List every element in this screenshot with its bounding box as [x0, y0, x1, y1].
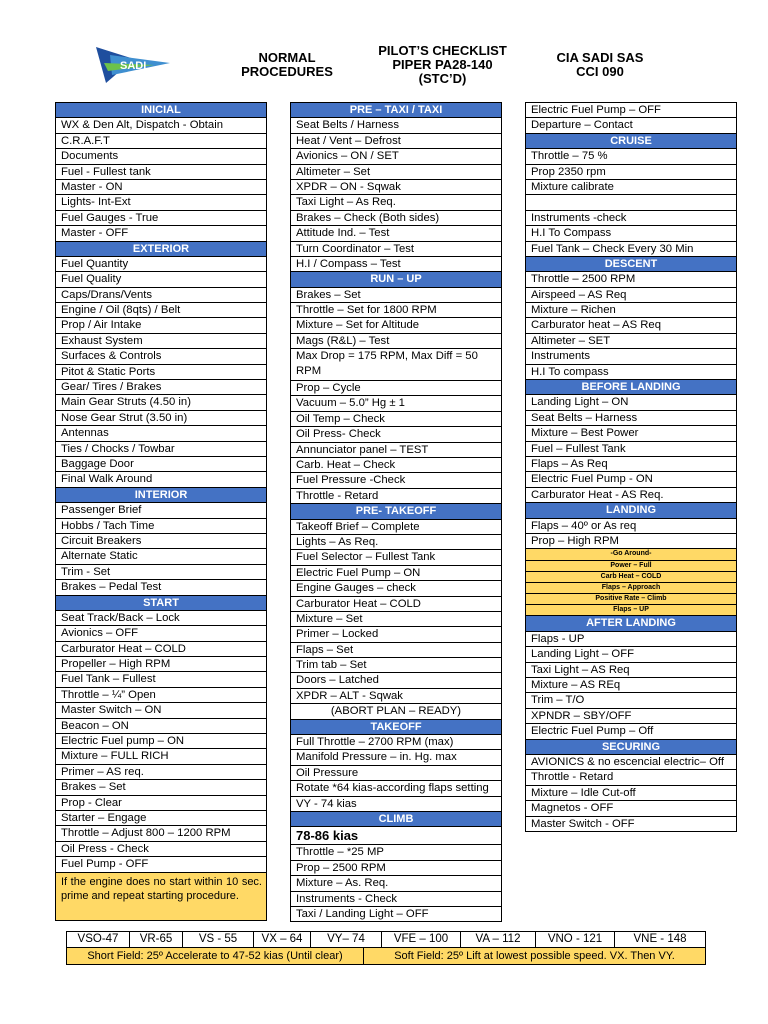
section-header-exterior: EXTERIOR [56, 242, 266, 257]
checklist-item: Carburator heat – AS Req [526, 318, 736, 333]
field-procedures-row [67, 948, 705, 964]
checklist-item: Caps/Drans/Vents [56, 288, 266, 303]
header-center-line: (STC’D) [418, 71, 467, 86]
checklist-item: Circuit Breakers [56, 534, 266, 549]
checklist-item: Carburator Heat – COLD [291, 597, 501, 612]
logo-text: SADI [120, 60, 147, 72]
section-header-securing: SECURING [526, 740, 736, 755]
checklist-item: Engine Gauges – check [291, 581, 501, 596]
checklist-item: Oil Press - Check [56, 842, 266, 857]
checklist-item: C.R.A.F.T [56, 134, 266, 149]
checklist-item: Fuel Quality [56, 272, 266, 287]
checklist-item: Mixture – Set for Altitude [291, 318, 501, 333]
checklist-item: Prop – Cycle [291, 381, 501, 396]
checklist-item: Trim – T/O [526, 693, 736, 708]
header-left-line: NORMAL [258, 50, 316, 65]
checklist-item: Flaps – 40º or As req [526, 519, 736, 534]
checklist-item: XPDR – ALT - Sqwak [291, 689, 501, 704]
checklist-item: Final Walk Around [56, 472, 266, 487]
short-field-note: Short Field: 25º Accelerate to 47-52 kias (Until clear) [67, 948, 364, 964]
checklist-item: Throttle - Retard [291, 489, 501, 504]
checklist-item: Surfaces & Controls [56, 349, 266, 364]
checklist-item: Mixture calibrate [526, 180, 736, 195]
checklist-item: Master - ON [56, 180, 266, 195]
speed-reference-table [66, 931, 706, 965]
checklist-item: Brakes – Check (Both sides) [291, 211, 501, 226]
section-header-inicial: INICIAL [56, 103, 266, 118]
checklist-item: Prop – High RPM [526, 534, 736, 549]
checklist-item: Throttle - Retard [526, 770, 736, 785]
checklist-item: Mixture – Best Power [526, 426, 736, 441]
checklist-item: Trim tab – Set [291, 658, 501, 673]
checklist-item: Exhaust System [56, 334, 266, 349]
go-around-step: Flaps – Approach [526, 583, 736, 594]
checklist-item: Electric Fuel Pump – ON [291, 566, 501, 581]
section-header-landing: LANDING [526, 503, 736, 518]
checklist-item: Fuel - Fullest tank [56, 165, 266, 180]
header-right-line: CIA SADI SAS [556, 50, 644, 65]
checklist-item: Full Throttle – 2700 RPM (max) [291, 735, 501, 750]
checklist-item: Taxi Light – AS Req [526, 663, 736, 678]
speed-vno: VNO - 121 [536, 932, 615, 947]
checklist-item: Mixture – AS REq [526, 678, 736, 693]
checklist-item: Fuel Pressure -Check [291, 473, 501, 488]
soft-field-note: Soft Field: 25º Lift at lowest possible speed. VX. Then VY. [394, 950, 675, 962]
checklist-item: Throttle – Adjust 800 – 1200 RPM [56, 826, 266, 841]
checklist-item: Attitude Ind. – Test [291, 226, 501, 241]
section-header-pre-taxi-taxi: PRE – TAXI / TAXI [291, 103, 501, 118]
checklist-item: Avionics – OFF [56, 626, 266, 641]
checklist-item: Doors – Latched [291, 673, 501, 688]
checklist-item: Fuel Gauges - True [56, 211, 266, 226]
checklist-item: Carburator Heat - AS Req. [526, 488, 736, 503]
checklist-item: Annunciator panel – TEST [291, 443, 501, 458]
section-header-before-landing: BEFORE LANDING [526, 380, 736, 395]
checklist-item: Lights- Int-Ext [56, 195, 266, 210]
section-header-interior: INTERIOR [56, 488, 266, 503]
checklist-item: Mixture – Richen [526, 303, 736, 318]
header-center-title [370, 44, 515, 86]
checklist-item: Seat Belts – Harness [526, 411, 736, 426]
checklist-item: Brakes – Set [291, 288, 501, 303]
checklist-item: Instruments [526, 349, 736, 364]
checklist-item: Electric Fuel Pump – Off [526, 724, 736, 739]
header-left-line: PROCEDURES [241, 64, 333, 79]
checklist-item: Heat / Vent – Defrost [291, 134, 501, 149]
checklist-item: Prop 2350 rpm [526, 165, 736, 180]
section-header-after-landing: AFTER LANDING [526, 616, 736, 631]
checklist-item: H.I To compass [526, 365, 736, 380]
checklist-item: Fuel Tank – Fullest [56, 672, 266, 687]
section-header-takeoff: TAKEOFF [291, 720, 501, 735]
checklist-item: Brakes – Set [56, 780, 266, 795]
checklist-item: Ties / Chocks / Towbar [56, 442, 266, 457]
go-around-step: Carb Heat – COLD [526, 572, 736, 583]
checklist-item: Alternate Static [56, 549, 266, 564]
checklist-item: Instruments - Check [291, 892, 501, 907]
checklist-item: Prop – 2500 RPM [291, 861, 501, 876]
checklist-item: Mixture – FULL RICH [56, 749, 266, 764]
checklist-item: VY - 74 kias [291, 797, 501, 812]
checklist-item: Trim - Set [56, 565, 266, 580]
checklist-item: Propeller – High RPM [56, 657, 266, 672]
header-right-line: CCI 090 [576, 64, 624, 79]
checklist-item: Primer – Locked [291, 627, 501, 642]
checklist-item: Oil Pressure [291, 766, 501, 781]
checklist-item: Instruments -check [526, 211, 736, 226]
checklist-item: Fuel Quantity [56, 257, 266, 272]
checklist-item: Antennas [56, 426, 266, 441]
checklist-item: Pitot & Static Ports [56, 365, 266, 380]
checklist-item: Beacon – ON [56, 719, 266, 734]
checklist-item: Landing Light – OFF [526, 647, 736, 662]
checklist-item: Passenger Brief [56, 503, 266, 518]
checklist-item: Electric Fuel pump – ON [56, 734, 266, 749]
checklist-item: Baggage Door [56, 457, 266, 472]
header-center-line: PIPER PA28-140 [392, 57, 493, 72]
checklist-item: Master Switch - OFF [526, 817, 736, 832]
checklist-item: Fuel Tank – Check Every 30 Min [526, 242, 736, 257]
checklist-item: Seat Belts / Harness [291, 118, 501, 133]
checklist-item: Lights – As Req. [291, 535, 501, 550]
checklist-item: Landing Light – ON [526, 395, 736, 410]
checklist-item: Brakes – Pedal Test [56, 580, 266, 595]
checklist-item: Flaps – Set [291, 643, 501, 658]
company-logo [94, 45, 172, 85]
checklist-item: Departure – Contact [526, 118, 736, 133]
go-around-step: Positive Rate – Climb [526, 594, 736, 605]
checklist-item: Throttle – Set for 1800 RPM [291, 303, 501, 318]
checklist-item: Throttle – *25 MP [291, 845, 501, 860]
speed-va: VA – 112 [461, 932, 536, 947]
header-right-title [540, 51, 660, 79]
go-around-step: Power – Full [526, 561, 736, 572]
checklist-item: Seat Track/Back – Lock [56, 611, 266, 626]
checklist-item: Master Switch – ON [56, 703, 266, 718]
checklist-item: Manifold Pressure – in. Hg. max [291, 750, 501, 765]
checklist-item: Electric Fuel Pump – OFF [526, 103, 736, 118]
checklist-item: Magnetos - OFF [526, 801, 736, 816]
speed-vr: VR-65 [130, 932, 183, 947]
checklist-item: Oil Temp – Check [291, 412, 501, 427]
checklist-item: Altimeter – Set [291, 165, 501, 180]
checklist-item: Documents [56, 149, 266, 164]
checklist-item: Carburator Heat – COLD [56, 642, 266, 657]
checklist-item: Mixture – As. Req. [291, 876, 501, 891]
checklist-item: Mags (R&L) – Test [291, 334, 501, 349]
checklist-item: XPDR – ON - Sqwak [291, 180, 501, 195]
checklist-item: (ABORT PLAN – READY) [291, 704, 501, 719]
checklist-item: Throttle – 2500 RPM [526, 272, 736, 287]
section-header-run-up: RUN – UP [291, 272, 501, 287]
checklist-item: Fuel Pump - OFF [56, 857, 266, 872]
checklist-item: Starter – Engage [56, 811, 266, 826]
checklist-item: Nose Gear Strut (3.50 in) [56, 411, 266, 426]
checklist-item: AVIONICS & no escencial electric– Off [526, 755, 736, 770]
section-header-start: START [56, 596, 266, 611]
checklist-item: Prop - Clear [56, 796, 266, 811]
checklist-item: Takeoff Brief – Complete [291, 520, 501, 535]
checklist-item: Throttle – 75 % [526, 149, 736, 164]
checklist-column-1 [55, 102, 267, 921]
checklist-column-2 [290, 102, 502, 922]
checklist-item: Flaps - UP [526, 632, 736, 647]
speed-vso: VSO-47 [67, 932, 130, 947]
section-header-cruise: CRUISE [526, 134, 736, 149]
checklist-item: Oil Press- Check [291, 427, 501, 442]
speed-vx: VX – 64 [254, 932, 311, 947]
checklist-item: Electric Fuel Pump - ON [526, 472, 736, 487]
checklist-column-3 [525, 102, 737, 832]
checklist-item: Flaps – As Req [526, 457, 736, 472]
checklist-item: Turn Coordinator – Test [291, 242, 501, 257]
go-around-step: -Go Around- [526, 549, 736, 560]
checklist-item: H.I / Compass – Test [291, 257, 501, 272]
checklist-item: Carb. Heat – Check [291, 458, 501, 473]
checklist-item: XPNDR – SBY/OFF [526, 709, 736, 724]
checklist-item: Mixture – Set [291, 612, 501, 627]
checklist-item: Fuel – Fullest Tank [526, 442, 736, 457]
checklist-item: Altimeter – SET [526, 334, 736, 349]
checklist-item: Engine / Oil (8qts) / Belt [56, 303, 266, 318]
speed-vne: VNE - 148 [633, 933, 687, 945]
checklist-item: Fuel Selector – Fullest Tank [291, 550, 501, 565]
checklist-item: Prop / Air Intake [56, 318, 266, 333]
checklist-item: Throttle – ¼” Open [56, 688, 266, 703]
speed-vy: VY– 74 [311, 932, 382, 947]
checklist-item: Primer – AS req. [56, 765, 266, 780]
header-left-title [232, 51, 342, 79]
section-header-descent: DESCENT [526, 257, 736, 272]
checklist-item: Taxi / Landing Light – OFF [291, 907, 501, 922]
speed-vfe: VFE – 100 [382, 932, 461, 947]
climb-speed: 78-86 kias [291, 827, 501, 845]
checklist-item: Rotate *64 kias-according flaps setting [291, 781, 501, 796]
checklist-item: Gear/ Tires / Brakes [56, 380, 266, 395]
checklist-item: Main Gear Struts (4.50 in) [56, 395, 266, 410]
checklist-item: H.I To Compass [526, 226, 736, 241]
checklist-item: Master - OFF [56, 226, 266, 241]
section-header-pre-takeoff: PRE- TAKEOFF [291, 504, 501, 519]
checklist-item: WX & Den Alt, Dispatch - Obtain [56, 118, 266, 133]
speed-values-row [67, 932, 705, 948]
checklist-item: Avionics – ON / SET [291, 149, 501, 164]
engine-start-note: If the engine does no start within 10 sec. prime and repeat starting procedure. [56, 873, 266, 921]
header-center-line: PILOT’S CHECKLIST [378, 43, 507, 58]
checklist-item [526, 195, 736, 210]
speed-vs: VS - 55 [183, 932, 254, 947]
go-around-step: Flaps – UP [526, 605, 736, 616]
section-header-climb: CLIMB [291, 812, 501, 827]
checklist-item: Taxi Light – As Req. [291, 195, 501, 210]
checklist-item: Vacuum – 5.0” Hg ± 1 [291, 396, 501, 411]
checklist-item: Airspeed – AS Req [526, 288, 736, 303]
checklist-item: Max Drop = 175 RPM, Max Diff = 50 RPM [291, 349, 501, 381]
checklist-item: Mixture – Idle Cut-off [526, 786, 736, 801]
checklist-item: Hobbs / Tach Time [56, 519, 266, 534]
